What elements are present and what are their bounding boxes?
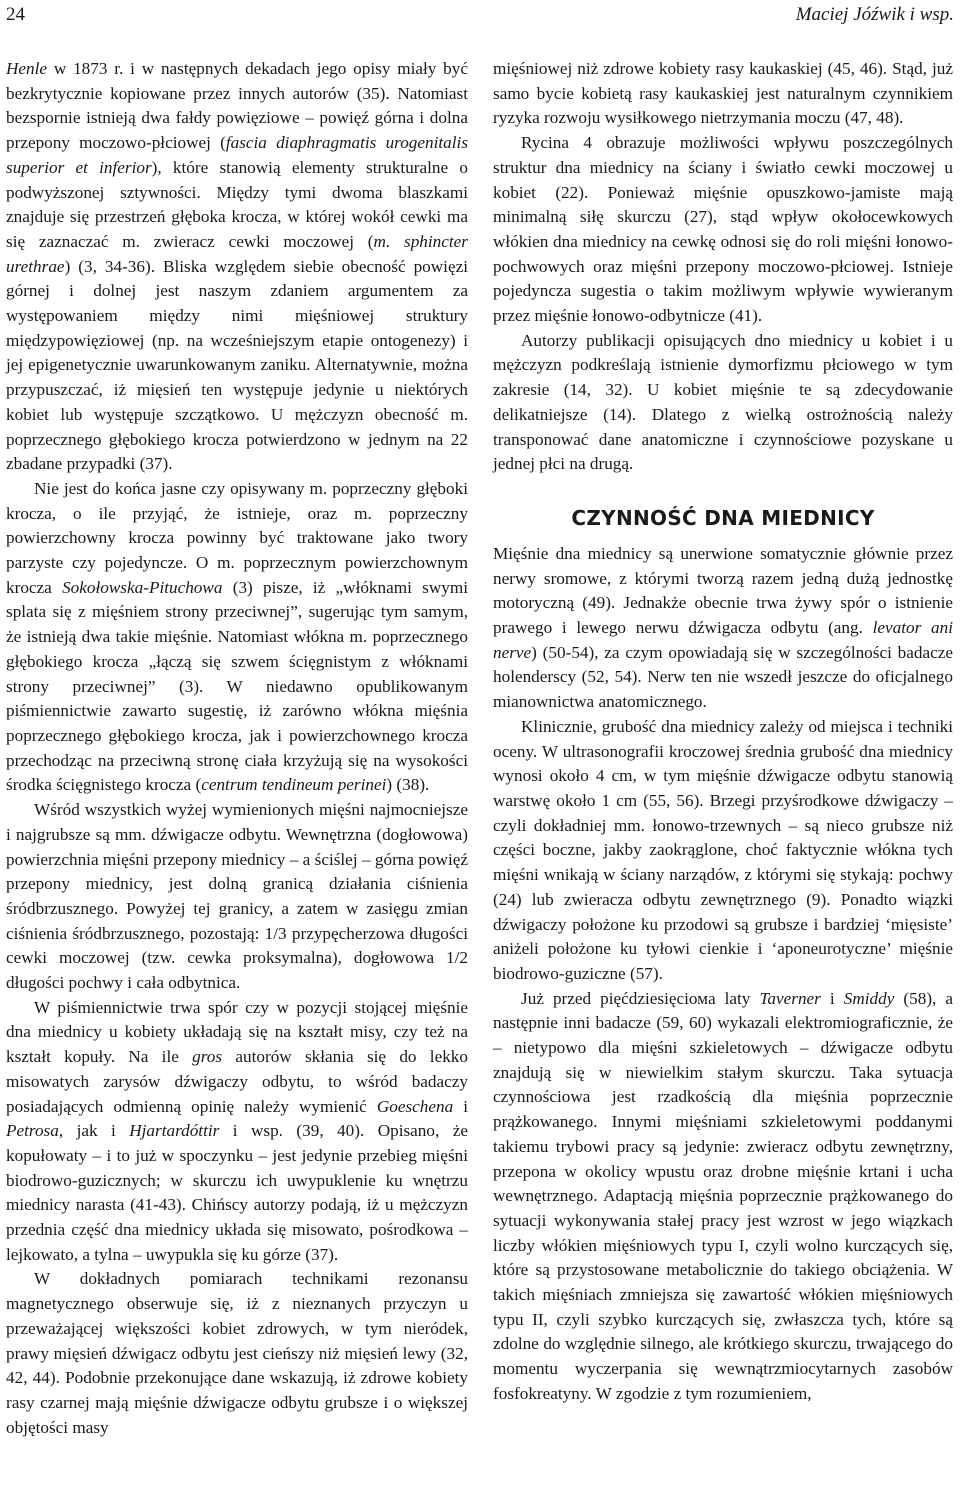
text-run: Wśród wszystkich wyżej wymienionych mięśni najmocniejsze i najgrubsze są mm. dźwigacze odbytu. Wewnętrzna (dogłowowa) powierzchnia mięśni przepony miednicy – a ściślej – górna powięź przepony miednicy, jest dolną granicą działania ciśnienia śródbrzusznego. Powyżej tej granicy, a zatem w zasięgu zmian ciśnienia śródbrzusznego, pozostają: 1/3 przypęcherzowa długości cewki moczowej (tzw. cewka proksymalna), dogłowowa 1/2 długości pochwy i cała odbytnica. [6, 800, 468, 993]
paragraph [493, 542, 953, 715]
text-run: w 1873 r. i w następnych dekadach jego opisy miały być bezkrytycznie kopiowane przez innych autorów (35). Natomiast bezspornie istnieją dwa fałdy powięziowe – powięź górna i dolna przepony moczowo-płciowej ( [6, 59, 468, 153]
italic-text: Goeschena [376, 1096, 454, 1116]
italic-text: gros [192, 1047, 223, 1067]
text-run: (3) pisze, iż „włóknami swymi splata się z mięśniem strony przeciwnej”, sugerując tym samym, że istnieją dwa takie mięśnie. Natomiast włókna m. poprzecznego głębokiego krocza „łączą się szwem ścięgnistym z włóknami strony przeciwnej” (3). W niedawno opublikowanym piśmiennictwie zawarto sugestię, iż zarówno włókna mięśnia poprzecznego głębokiego krocza, jak i powierzchownego krocza przechodząc na przeciwną stronę ciała krzyżują się na wysokości środka ścięgnistego krocza ( [6, 577, 468, 795]
text-run: i wsp. (39, 40). Opisano, że kopułowaty – i to już w spoczynku – jest jedynie przebieg mięśni biodrowo-guzicznych; w skurczu ich uwypuklenie ku wnętrzu miednicy narasta (41-43). Chińscy autorzy podają, iż u mężczyzn przednia część dna miednicy układa się misowato, pośrodkowa – lejkowato, a tylna – uwypukla się ku górze (37). [6, 1121, 468, 1264]
text-run: Rycina 4 obrazuje możliwości wpływu poszczególnych struktur dna miednicy na ściany i światło cewki moczowej u kobiet (22). Ponieważ mięśnie opuszkowo-jamiste mają minimalną siłę skurczu (27), stąd wpływ okołocewkowych włókien dna miednicy na cewkę odnosi się do roli mięśni łonowo-pochwowych oraz mięśni przepony moczowo-płciowej. Istnieje pojedyncza sugestia o takim możliwym wpływie wywieranym przez mięśnie łonowo-odbytnicze (41). [493, 133, 953, 326]
text-run: ), które stanowią elementy strukturalne o podwyższonej sztywności. Między tymi dwoma blaszkami znajduje się przestrzeń głęboka krocza, w której wokół cewki ma się zaznaczać m. zwieracz cewki moczowej ( [6, 157, 468, 251]
italic-text: m. sphincter urethrae [6, 231, 468, 276]
text-run: Nie jest do końca jasne czy opisywany m. poprzeczny głęboki krocza, o ile przyjąć, że istnieje, oraz m. poprzeczny powierzchowny krocza powinny być traktowane jako twory parzyste czy pojedyncze. O m. poprzecznym powierzchownym krocza [6, 478, 468, 597]
italic-text: Sokołowska-Pituchowa [62, 577, 223, 597]
italic-text: fascia diaphragmatis urogenitalis superior et inferior [6, 133, 469, 177]
text-run: mięśniowej niż zdrowe kobiety rasy kaukaskiej (45, 46). Stąd, już samo bycie kobietą rasy kaukaskiej jest naturalnym czynnikiem ryzyka rozwoju wysiłkowego nietrzymania moczu (47, 48). [493, 59, 953, 128]
paragraph [6, 996, 468, 1268]
right-column-section-body [493, 542, 953, 1407]
page-number: 24 [6, 4, 25, 25]
paragraph [493, 329, 953, 477]
italic-text: centrum tendineum perinei [201, 775, 387, 795]
text-run: i [820, 988, 844, 1008]
italic-text: Henle [6, 59, 48, 78]
italic-text: levator ani nerve [493, 618, 953, 662]
text-run: (58), a następnie inni badacze (59, 60) wykazali elektromiograficznie, że – nietypowo dla mięśni szkieletowych – dźwigacze odbytu znajdują się w niewielkim stałym skurczu. Taka sytuacja czynnościowa jest rzadkością dla mięśnia poprzecznie prążkowanego. Innymi mięśniami szkieletowymi poddanymi takiemu trybowi pracy są jedynie: zwieracz odbytu zewnętrzny, przepona w okolicy wpustu oraz drobne mięśnie krtani i ucha wewnętrznego. Adaptacją mięśnia poprzecznie prążkowanego do sytuacji wykonywania stałej pracy jest wzrost w jego wiązkach liczby włókien mięśniowych typu I, czyli wolno kurczących się, które są przystosowane metabolicznie do takiego obciążenia. W takich mięśniach zmniejsza się zawartość włókien mięśniowych typu II, czyli szybko kurczących się, zwłaszcza tych, które są zdolne do względnie silnego, ale krótkiego skurczu, trwającego do momentu wyczerpania się wewnątrzmiocytarnych zasobów fosfokreatyny. W zgodzie z tym rozumieniem, [493, 988, 954, 1403]
section-title: CZYNNOŚĆ DNA MIEDNICY [571, 505, 875, 530]
paragraph [6, 477, 468, 798]
italic-text: Smiddy [843, 988, 895, 1008]
text-run: Autorzy publikacji opisujących dno miednicy u kobiet i u mężczyzn podkreślają istnienie dymorfizmu płciowego w tym zakresie (14, 32). U kobiet mięśnie te są zdecydowanie delikatniejsze (14). Dlatego z wielką ostrożnością należy transponować dane anatomiczne i czynnościowe pozyskane u jednej płci na drugą. [493, 330, 953, 474]
italic-text: Taverner [759, 988, 821, 1008]
text-run: Już przed pięćdziesięciома laty [521, 988, 760, 1008]
paragraph [6, 798, 468, 996]
text-run: ) (38). [386, 775, 430, 795]
text-run: W piśmiennictwie trwa spór czy w pozycji stojącej mięśnie dna miednicy u kobiety układają się na kształt misy, czy też na kształt kopuły. Na ile [6, 997, 468, 1067]
paragraph [493, 715, 953, 987]
text-run: Mięśnie dna miednicy są unerwione somatycznie głównie przez nerwy sromowe, z którymi tworzą razem jedną dużą jednostkę motoryczną (49). Jednakże obecnie trwa żywy spór o istnienie prawego i lewego nerwu dźwigacza odbytu (ang. [493, 543, 953, 638]
text-run: ) (3, 34-36). Bliska względem siebie obecność powięzi górnej i dolnej jest naszym zdaniem argumentem za występowaniem między nimi mięśniowej struktury międzypowięziowej (np. na wcześniejszym etapie ontogenezy) i jej epigenetycznie uwarunkowanym zaniku. Alternatywnie, można przypuszczać, iż mięsień ten występuje jedynie u niektórych kobiet lub występuje szczątkowo. U mężczyzn obecność m. poprzecznego głębokiego krocza potwierdzono w jednym na 22 zbadane przypadki (37). [6, 256, 468, 474]
paragraph [493, 131, 953, 329]
left-column [6, 57, 468, 1440]
text-run: ) (50-54), za czym opowiadają się w szczególności badacze holenderscy (52, 54). Nerw ten nie wszedł jeszcze do oficjalnego mianownictwa anatomicznego. [493, 642, 953, 712]
text-run: Klinicznie, grubość dna miednicy zależy od miejsca i techniki oceny. W ultrasonografii kroczowej średnia grubość dna miednicy wynosi około 4 cm, w tym mięśnie dźwigacze odbytu stanowią warstwę około 1 cm (55, 56). Brzegi przyśrodkowe dźwigaczy – czyli dokładniej mm. łonowo-trzewnych – są nieco grubsze niż części boczne, jakby zaokrąglone, choć faktycznie włókna tych mięśni wnikają w ściany narządów, z którymi się stykają: pochwy (24) lub zwieracza odbytu zewnętrznego (9). Ponadto wiązki dźwigaczy położone ku przodowi są grubsze i bardziej ‘mięsiste’ aniżeli położone ku tyłowi cienkie i ‘aponeurotyczne’ mięśnie biodrowo-guziczne (57). [493, 716, 953, 983]
paragraph [6, 57, 468, 477]
text-run: autorów skłania się do lekko misowatych zarysów dźwigaczy odbytu, to wśród badaczy posiadających odmienną opinię należy wymienić [6, 1047, 468, 1116]
text-run: W dokładnych pomiarach technikami rezonansu magnetycznego obserwuje się, iż z nieznanych przyczyn u przeważającej większości kobiet zdrowych, w tym nieródek, prawy mięsień dźwigacz odbytu jest cieńszy niż mięsień lewy (32, 42, 44). Podobnie przekonujące dane wskazują, iż zdrowe kobiety rasy czarnej mają mięśnie dźwigacze odbytu grubsze i o większej objętości masy [6, 1269, 468, 1437]
running-head [6, 2, 954, 28]
running-head-authors: Maciej Jóźwik i wsp. [795, 4, 954, 25]
paragraph [493, 987, 953, 1407]
text-run: i [453, 1096, 468, 1116]
paragraph [493, 57, 953, 131]
paragraph [6, 1267, 468, 1440]
italic-text: Hjartardóttir [129, 1121, 220, 1141]
right-column [493, 57, 953, 1407]
text-run: , jak i [58, 1121, 130, 1141]
italic-text: Petrosa [6, 1121, 59, 1141]
right-column-intro [493, 57, 953, 477]
